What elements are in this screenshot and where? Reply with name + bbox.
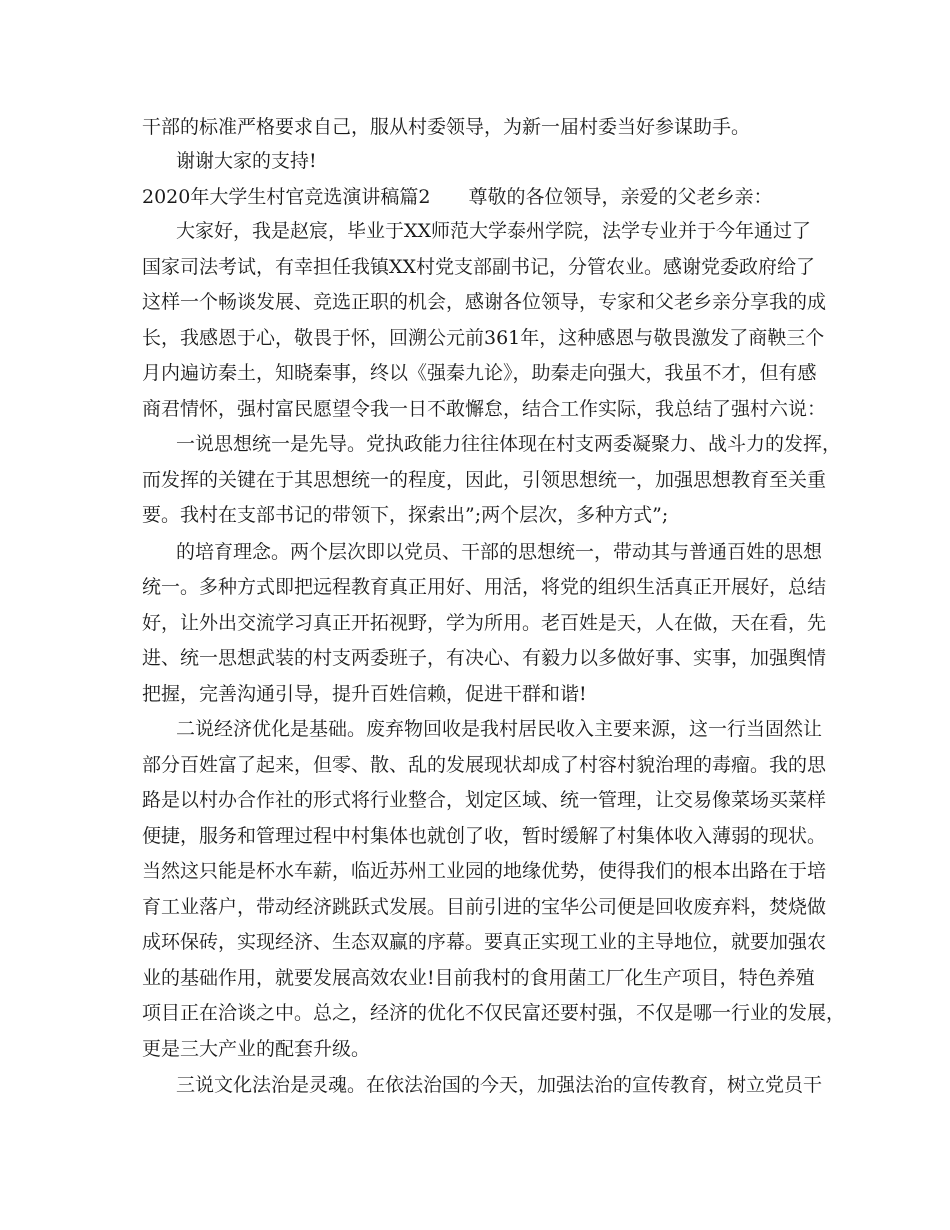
text-line: 更是三大产业的配套升级。 [142, 1038, 371, 1060]
text-line: 的培育理念。两个层次即以党员、干部的思想统一，带动其与普通百姓的思想 [176, 541, 823, 563]
text-line: 路是以村办合作社的形式将行业整合，划定区域、统一管理，让交易像菜场买菜样 [142, 789, 827, 811]
text-line: 商君情怀，强村富民愿望令我一日不敢懈怠，结合工作实际，我总结了强村六说： [142, 398, 827, 420]
text-line: 部分百姓富了起来，但零、散、乱的发展现状却成了村容村貌治理的毒瘤。我的思 [142, 754, 827, 776]
text-line: 长，我感恩于心，敬畏于怀，回溯公元前361年，这种感恩与敬畏激发了商鞅三个 [142, 327, 825, 349]
text-line: 谢谢大家的支持! [176, 150, 317, 172]
text-line: 业的基础作用，就要发展高效农业!目前我村的食用菌工厂化生产项目，特色养殖 [142, 967, 815, 989]
text-line: 统一。多种方式即把远程教育真正用好、用活，将党的组织生活真正开展好，总结 [142, 576, 827, 598]
text-line: 当然这只能是杯水车薪，临近苏州工业园的地缘优势，使得我们的根本出路在于培 [142, 860, 827, 882]
text-line: 干部的标准严格要求自己，服从村委领导，为新一届村委当好参谋助手。 [142, 116, 751, 138]
text-line: 月内遍访秦土，知晓秦事，终以《强秦九论》，助秦走向强大，我虽不才，但有感 [142, 362, 817, 384]
text-line: 国家司法考试，有幸担任我镇XX村党支部副书记，分管农业。感谢党委政府给了 [142, 256, 816, 278]
text-line: 二说经济优化是基础。废弃物回收是我村居民收入主要来源，这一行当固然让 [176, 718, 823, 740]
text-line: 便捷，服务和管理过程中村集体也就创了收，暂时缓解了村集体收入薄弱的现状。 [142, 825, 827, 847]
text-line: 这样一个畅谈发展、竞选正职的机会，感谢各位领导，专家和父老乡亲分享我的成 [142, 291, 827, 313]
text-line: 项目正在洽谈之中。总之，经济的优化不仅民富还要村强，不仅是哪一行业的发展， [142, 1002, 846, 1024]
text-line: 要。我村在支部书记的带领下，探索出”;两个层次，多种方式”; [142, 504, 669, 526]
text-line: 大家好，我是赵宸，毕业于XX师范大学泰州学院，法学专业并于今年通过了 [176, 220, 812, 242]
text-line: 进、统一思想武装的村支两委班子，有决心、有毅力以多做好事、实事，加强舆情 [142, 647, 827, 669]
text-line: 好，让外出交流学习真正开拓视野，学为所用。老百姓是天，人在做，天在看，先 [142, 612, 827, 634]
text-line: 把握，完善沟通引导，提升百姓信赖，促进干群和谐! [142, 683, 587, 705]
section-heading: 2020年大学生村官竞选演讲稿篇2 尊敬的各位领导，亲爱的父老乡亲： [142, 186, 773, 208]
text-line: 育工业落户，带动经济跳跃式发展。目前引进的宝华公司便是回收废弃料，焚烧做 [142, 896, 827, 918]
text-line: 三说文化法治是灵魂。在依法治国的今天，加强法治的宣传教育，树立党员干 [176, 1074, 823, 1096]
text-line: 成环保砖，实现经济、生态双赢的序幕。要真正实现工业的主导地位，就要加强农 [142, 931, 827, 953]
text-line: 一说思想统一是先导。党执政能力往往体现在村支两委凝聚力、战斗力的发挥， [176, 433, 842, 455]
text-line: 而发挥的关键在于其思想统一的程度，因此，引领思想统一，加强思想教育至关重 [142, 469, 827, 491]
